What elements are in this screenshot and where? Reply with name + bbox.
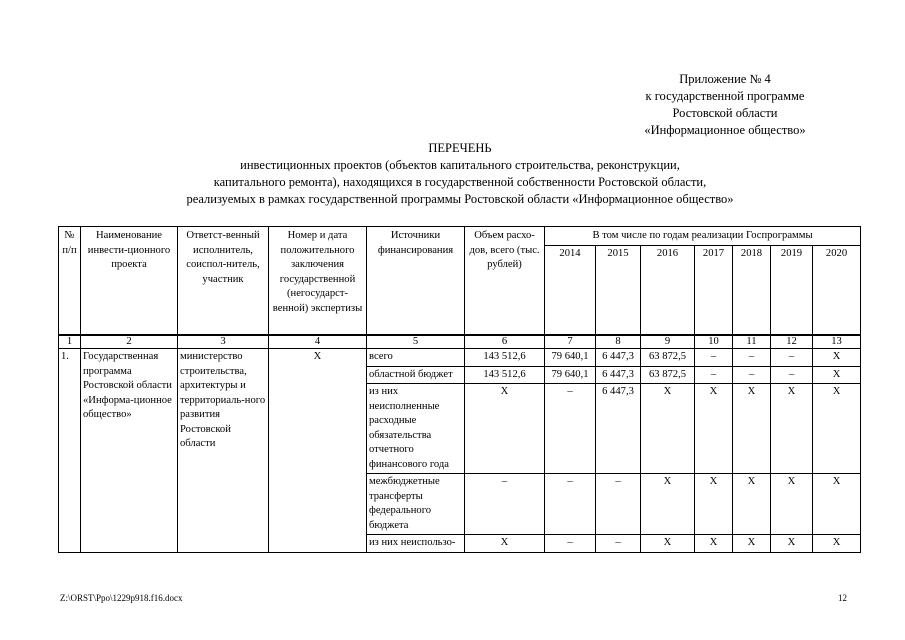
year-cell: 79 640,1 (545, 349, 596, 367)
year-cell: Х (813, 349, 861, 367)
column-number: 11 (733, 335, 771, 349)
header-year: 2019 (771, 245, 813, 335)
year-cell: – (596, 535, 641, 553)
column-number: 8 (596, 335, 641, 349)
year-cell: 63 872,5 (641, 366, 695, 384)
year-cell: 6 447,3 (596, 384, 641, 474)
year-cell: Х (771, 384, 813, 474)
year-cell: – (545, 384, 596, 474)
appendix-line: Ростовской области (672, 106, 778, 120)
total-cell: Х (465, 535, 545, 553)
total-cell: Х (465, 384, 545, 474)
year-cell: Х (813, 366, 861, 384)
project-executor: министерство строительства, архитектуры и территориаль-ного развития Ростовской области (178, 349, 269, 553)
table-row (59, 349, 861, 367)
header-year: 2020 (813, 245, 861, 335)
total-cell: – (465, 474, 545, 535)
total-cell: 143 512,6 (465, 366, 545, 384)
header-cell: Наименование инвести-ционного проекта (81, 227, 178, 336)
title-line: реализуемых в рамках государственной программы Ростовской области «Информационное общество» (186, 192, 734, 206)
column-number: 6 (465, 335, 545, 349)
funding-source: областной бюджет (367, 366, 465, 384)
header-cell: Ответст-венный исполнитель, соиспол-нитель, участник (178, 227, 269, 336)
header-cell: Номер и дата положительного заключения государственной (негосударст-венной) экспертизы (269, 227, 367, 336)
year-cell: – (733, 349, 771, 367)
title-line: капитального ремонта), находящихся в государственной собственности Ростовской области, (213, 175, 707, 189)
column-number: 4 (269, 335, 367, 349)
header-cell-years-group: В том числе по годам реализации Госпрограммы (545, 227, 861, 246)
year-cell: Х (641, 474, 695, 535)
year-cell: – (596, 474, 641, 535)
appendix-line: «Информационное общество» (644, 123, 806, 137)
column-number: 7 (545, 335, 596, 349)
year-cell: – (545, 474, 596, 535)
table-header-row (59, 227, 861, 246)
column-number: 2 (81, 335, 178, 349)
projects-table (58, 226, 861, 553)
year-cell: – (545, 535, 596, 553)
year-cell: 6 447,3 (596, 366, 641, 384)
title-line: инвестиционных проектов (объектов капитального строительства, реконструкции, (240, 158, 680, 172)
year-cell: 63 872,5 (641, 349, 695, 367)
appendix-block (600, 71, 850, 139)
year-cell: Х (771, 474, 813, 535)
header-year: 2014 (545, 245, 596, 335)
year-cell: Х (695, 535, 733, 553)
funding-source: из них неисполненные расходные обязательства отчетного финансового года (367, 384, 465, 474)
project-number: 1. (59, 349, 81, 553)
column-number: 1 (59, 335, 81, 349)
appendix-line: к государственной программе (645, 89, 805, 103)
project-expertise: Х (269, 349, 367, 553)
year-cell: – (771, 349, 813, 367)
header-year: 2016 (641, 245, 695, 335)
year-cell: Х (813, 474, 861, 535)
funding-source: из них неиспользо- (367, 535, 465, 553)
document-title (60, 140, 860, 208)
column-number: 12 (771, 335, 813, 349)
year-cell: Х (641, 535, 695, 553)
footer-file-path: Z:\ORST\Ppo\1229p918.f16.docx (60, 593, 183, 603)
year-cell: – (771, 366, 813, 384)
year-cell: 79 640,1 (545, 366, 596, 384)
project-name: Государственная программа Ростовской области «Информа-ционное общество» (81, 349, 178, 553)
year-cell: Х (695, 384, 733, 474)
header-cell: № п/п (59, 227, 81, 336)
appendix-line: Приложение № 4 (679, 72, 771, 86)
column-number-row (59, 335, 861, 349)
header-cell: Объем расхо-дов, всего (тыс. рублей) (465, 227, 545, 336)
year-cell: Х (813, 384, 861, 474)
column-number: 3 (178, 335, 269, 349)
year-cell: – (733, 366, 771, 384)
year-cell: Х (641, 384, 695, 474)
title-heading: ПЕРЕЧЕНЬ (428, 141, 492, 155)
year-cell: Х (733, 535, 771, 553)
year-cell: Х (733, 474, 771, 535)
header-year: 2017 (695, 245, 733, 335)
funding-source: всего (367, 349, 465, 367)
year-cell: 6 447,3 (596, 349, 641, 367)
column-number: 9 (641, 335, 695, 349)
header-cell: Источники финансирования (367, 227, 465, 336)
column-number: 10 (695, 335, 733, 349)
total-cell: 143 512,6 (465, 349, 545, 367)
funding-source: межбюджетные трансферты федерального бюджета (367, 474, 465, 535)
header-year: 2015 (596, 245, 641, 335)
year-cell: Х (771, 535, 813, 553)
footer-page-number: 12 (838, 593, 847, 603)
year-cell: Х (733, 384, 771, 474)
year-cell: – (695, 366, 733, 384)
column-number: 5 (367, 335, 465, 349)
year-cell: Х (813, 535, 861, 553)
header-year: 2018 (733, 245, 771, 335)
column-number: 13 (813, 335, 861, 349)
year-cell: – (695, 349, 733, 367)
year-cell: Х (695, 474, 733, 535)
